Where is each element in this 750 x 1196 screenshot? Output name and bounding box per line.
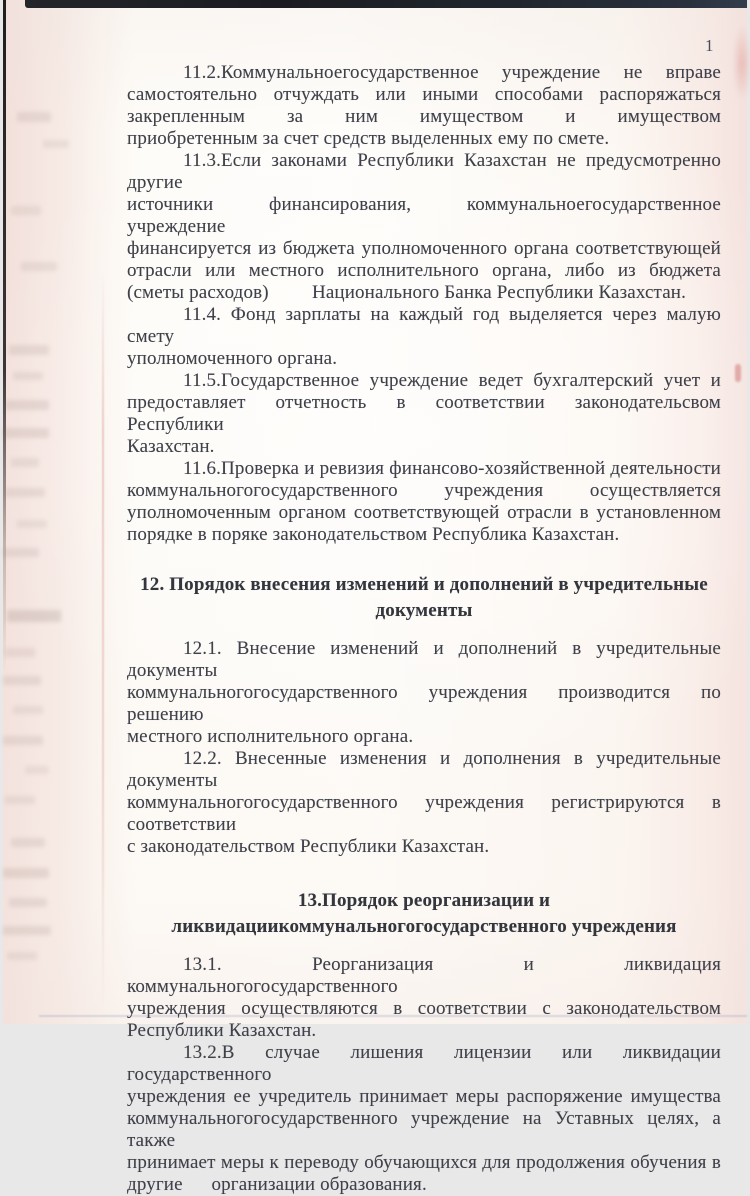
text-line: источники финансирования, коммунальноегосударственное учреждение <box>127 194 721 237</box>
paragraph-13-2 <box>127 1042 721 1196</box>
bleed-through-smudge <box>11 838 45 847</box>
bleed-through-smudge <box>9 345 49 355</box>
text-line: учреждения осуществляются в соответствии с законодательством <box>127 998 721 1019</box>
text-line: коммунальногогосударственного учреждение на Уставных целях, а также <box>127 1108 721 1151</box>
text-line: с законодательством Республики Казахстан. <box>127 836 490 857</box>
text-line: 11.6.Проверка и ревизия финансово-хозяйственной деятельности <box>183 458 721 479</box>
text-line: приобретенным за счет средств выделенных ему по смете. <box>127 128 610 149</box>
bleed-through-smudge <box>3 676 41 685</box>
text-line: закрепленным за ним имуществом и имуществом <box>127 106 721 127</box>
scan-left-edge <box>3 0 6 672</box>
text-line: 12.2. Внесенные изменения и дополнения в учредительные документы <box>127 748 721 791</box>
bleed-through-smudge <box>9 898 47 907</box>
text-line: местного исполнительного органа. <box>127 726 414 747</box>
text-line: коммунальногогосударственного учреждения производится по решению <box>127 682 721 725</box>
page-number: 1 <box>705 36 714 55</box>
text-line: 12. Порядок внесения изменений и дополнений в учредительные <box>140 574 708 595</box>
bleed-through-smudge <box>7 610 61 622</box>
text-line: ликвидациикоммунальногогосударственного учреждения <box>171 916 677 937</box>
bleed-through-smudge <box>5 648 35 657</box>
text-line: предоставляет отчетность в соответствии законодательсвом Республики <box>127 392 721 435</box>
pink-edge-smudge <box>733 26 750 100</box>
text-line: 11.5.Государственное учреждение ведет бухгалтерский учет и <box>183 370 721 391</box>
bleed-through-smudge <box>5 400 49 410</box>
paragraph-11-4 <box>127 304 721 370</box>
paragraph-11-3 <box>127 150 721 304</box>
text-line: (сметы расходов) Национального Банка Республики Казахстан. <box>127 282 687 303</box>
text-line: другие организации образования. <box>127 1174 427 1195</box>
bleed-through-smudge <box>5 488 45 497</box>
text-line: отрасли или местного исполнительного органа, либо из бюджета <box>127 260 721 281</box>
paragraph-12-1 <box>127 638 721 748</box>
text-line: финансируется из бюджета уполномоченного органа соответствующей <box>127 238 721 259</box>
paragraph-11-6 <box>127 458 721 546</box>
paragraph-12-2 <box>127 748 721 858</box>
bleed-through-smudge <box>17 112 51 122</box>
bleed-through-smudge <box>17 520 47 528</box>
bleed-through-smudge <box>13 706 43 714</box>
document-body <box>127 62 721 1196</box>
bleed-through-smudge <box>3 736 43 745</box>
bleed-through-smudge <box>11 206 41 215</box>
bleed-through-smudge <box>43 140 69 148</box>
text-line: коммунальногогосударственного учреждения осуществляется <box>127 480 721 501</box>
text-line: 12.1. Внесение изменений и дополнений в учредительные документы <box>127 638 721 681</box>
bleed-through-smudge <box>11 458 39 467</box>
bleed-through-smudge <box>13 372 43 380</box>
scanner-edge-bar <box>25 0 747 8</box>
text-line: 11.2.Коммунальноегосударственное учреждение не вправе <box>183 62 721 83</box>
bleed-through-smudge <box>3 868 49 878</box>
text-line: 13.Порядок реорганизации и <box>297 890 551 911</box>
text-line: 13.2.В случае лишения лицензии или ликвидации государственного <box>127 1042 721 1085</box>
text-line: учреждения ее учредитель принимает меры распоряжение имущества <box>127 1086 721 1107</box>
bleed-through-smudge <box>7 952 37 960</box>
text-line: принимает меры к переводу обучающихся для продолжения обучения в <box>127 1152 721 1173</box>
bleed-through-smudge <box>25 766 49 774</box>
page-crease <box>102 270 104 1012</box>
bleed-through-smudge <box>3 548 39 557</box>
scanned-document-page <box>3 0 747 1195</box>
text-line: 11.4. Фонд зарплаты на каждый год выделяется через малую смету <box>127 304 721 347</box>
bleed-through-smudge <box>5 796 35 804</box>
paragraph-11-2 <box>127 62 721 150</box>
text-line: порядке в поряке законодательством Республика Казахстан. <box>127 524 620 545</box>
text-line: Казахстан. <box>127 436 215 457</box>
paragraph-13-1 <box>127 954 721 1042</box>
section-heading-12 <box>127 572 721 624</box>
section-heading-13 <box>127 888 721 940</box>
text-line: уполномоченного органа. <box>127 348 338 369</box>
text-line: коммунальногогосударственного учреждения регистрируются в соответствии <box>127 792 721 835</box>
red-edge-mark <box>735 364 741 382</box>
text-line: 11.3.Если законами Республики Казахстан не предусмотренно другие <box>127 150 721 193</box>
bleed-through-smudge <box>3 926 51 935</box>
bleed-through-smudge <box>3 428 49 438</box>
text-line: документы <box>375 600 473 621</box>
text-line: уполномоченным органом соответствующей отрасли в установленном <box>127 502 721 523</box>
bleed-through-smudge <box>21 262 57 271</box>
text-line: 13.1. Реорганизация и ликвидация коммунальногогосударственного <box>127 954 721 997</box>
text-line: самостоятельно отчуждать или иными способами распоряжаться <box>127 84 721 105</box>
text-line: Республики Казахстан. <box>127 1020 317 1041</box>
paragraph-11-5 <box>127 370 721 458</box>
